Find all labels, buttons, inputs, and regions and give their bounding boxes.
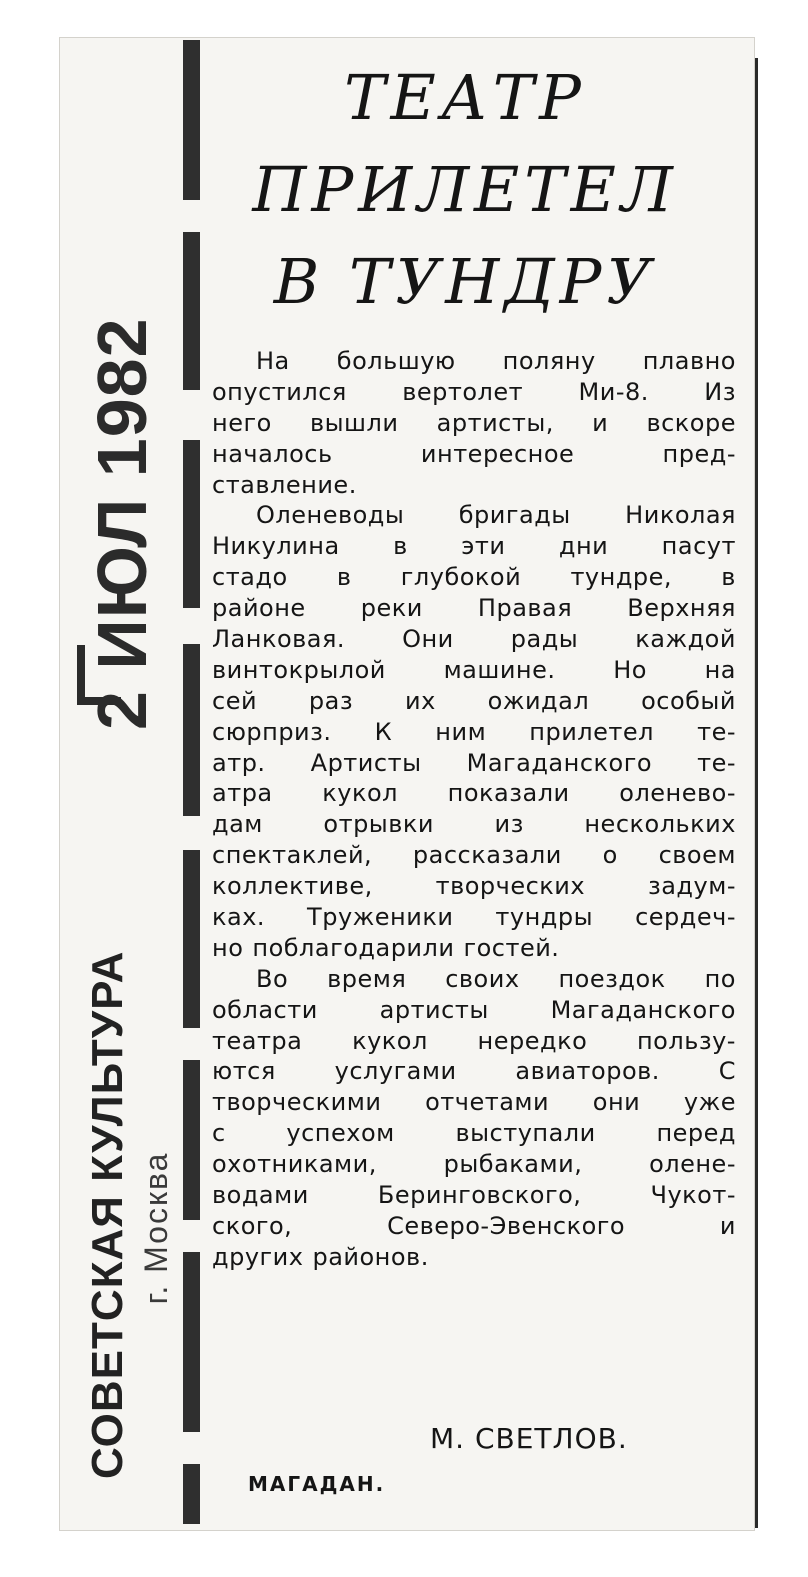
article-line: охотниками, рыбаками, олене- — [212, 1150, 736, 1179]
article-line: области артисты Магаданского — [212, 995, 736, 1024]
article-line: ского, Северо-Эвенского и — [212, 1211, 736, 1240]
article-line: опустился вертолет Ми-8. Из — [212, 377, 736, 406]
column-rule — [183, 440, 200, 608]
article-line: спектаклей, рассказали о своем — [212, 841, 736, 870]
source-stamp — [70, 950, 200, 1490]
article-line: с успехом выступали перед — [212, 1119, 736, 1148]
article-line: ставление. — [212, 470, 357, 499]
article-line: винтокрылой машине. Но на — [212, 655, 736, 684]
article-line: Никулина в эти дни пасут — [212, 532, 736, 561]
column-rule — [183, 232, 200, 390]
author-byline: М. СВЕТЛОВ. — [430, 1422, 628, 1455]
article-line: творческими отчетами они уже — [212, 1088, 736, 1117]
column-rule — [183, 1060, 200, 1220]
article-line: Ланковая. Они рады каждой — [212, 625, 736, 654]
dateline: МАГАДАН. — [248, 1472, 386, 1496]
article-line: дам отрывки из нескольких — [212, 810, 736, 839]
column-rule — [183, 1464, 200, 1524]
column-rule — [183, 850, 200, 1028]
article-body — [212, 346, 736, 1273]
article-line: коллективе, творческих задум- — [212, 872, 736, 901]
article-line: ках. Труженики тундры сердеч- — [212, 903, 736, 932]
column-rule — [183, 40, 200, 200]
article-line: стадо в глубокой тундре, в — [212, 563, 736, 592]
article-line: ются услугами авиаторов. С — [212, 1057, 736, 1086]
article-line: районе реки Правая Верхняя — [212, 594, 736, 623]
article-line: началось интересное пред- — [212, 439, 736, 468]
date-stamp-text: 2 ИЮЛ 1982 — [83, 317, 161, 730]
stamp-corner-mark — [77, 645, 121, 705]
article-headline — [230, 52, 700, 328]
article-line: Во время своих поездок по — [256, 964, 736, 993]
article-line: сюрприз. К ним прилетел те- — [212, 717, 736, 746]
newspaper-city: г. Москва — [138, 1151, 174, 1305]
column-rule — [183, 1252, 200, 1432]
newspaper-name: СОВЕТСКАЯ КУЛЬТУРА — [83, 950, 132, 1479]
article-line: атр. Артисты Магаданского те- — [212, 748, 736, 777]
headline-line: В ТУНДРУ — [273, 245, 657, 318]
article-line: Оленеводы бригады Николая — [256, 501, 736, 530]
headline-line: ТЕАТР — [344, 61, 586, 134]
headline-line: ПРИЛЕТЕЛ — [252, 153, 678, 226]
article-line: театра кукол нередко пользу- — [212, 1026, 736, 1055]
article-line: водами Беринговского, Чукот- — [212, 1181, 736, 1210]
article-line: На большую поляну плавно — [256, 347, 736, 375]
article-line: атра кукол показали оленево- — [212, 779, 736, 808]
article-line: других районов. — [212, 1242, 429, 1271]
article-line: сей раз их ожидал особый — [212, 686, 736, 715]
article-line: него вышли артисты, и вскоре — [212, 408, 736, 437]
column-rule — [183, 644, 200, 816]
article-line: но поблагодарили гостей. — [212, 933, 560, 962]
